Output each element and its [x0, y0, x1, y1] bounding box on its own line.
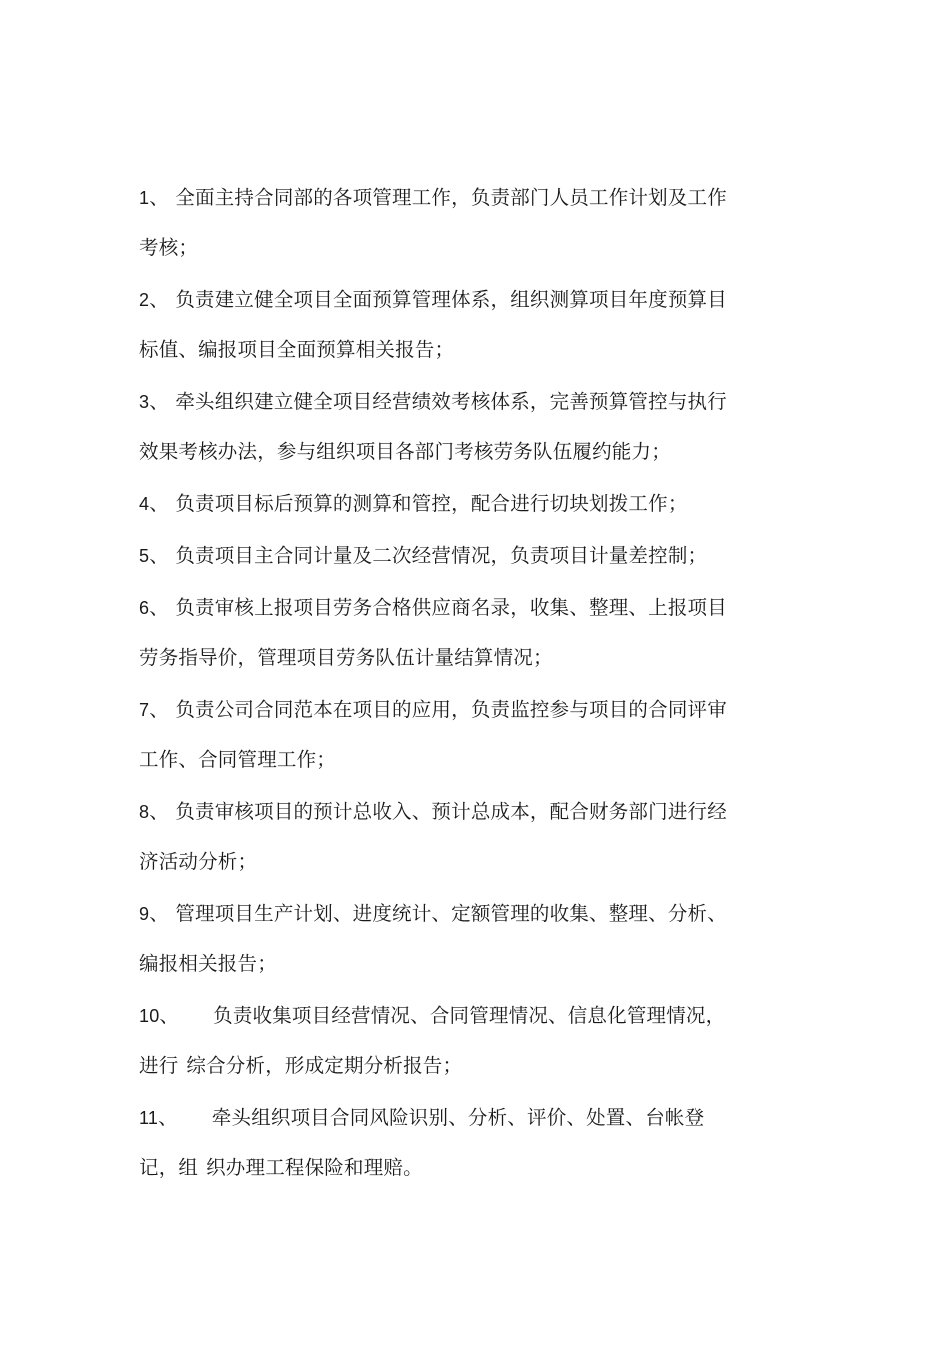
item-line: [139, 1093, 779, 1143]
item-text: 、 负责公司合同范本在项目的应用，负责监控参与项目的合同评审: [149, 698, 727, 721]
item-line: [139, 787, 779, 837]
item-line: [139, 275, 779, 325]
item-line: [139, 173, 779, 223]
item-text: 济活动分析；: [139, 850, 258, 873]
item-text: 编报相关报告；: [139, 952, 277, 975]
item-line: [139, 583, 779, 633]
item-number: 1: [139, 188, 150, 208]
item-number: 8: [139, 802, 150, 822]
item-text: 、 牵头组织建立健全项目经营绩效考核体系，完善预算管控与执行: [149, 390, 727, 413]
item-line: [139, 479, 779, 529]
list-item: [139, 275, 779, 375]
item-text: 、 管理项目生产计划、进度统计、定额管理的收集、整理、分析、: [149, 902, 727, 925]
item-text: 考核；: [139, 236, 199, 259]
item-text: 、 负责建立健全项目全面预算管理体系，组织测算项目年度预算目: [149, 288, 727, 311]
item-separator: 、: [159, 1004, 180, 1027]
item-text: 、 负责项目主合同计量及二次经营情况，负责项目计量差控制；: [149, 544, 708, 567]
item-number: 6: [139, 598, 150, 618]
list-item: [139, 1093, 779, 1193]
list-item: [139, 531, 779, 581]
item-number: 10: [139, 1006, 160, 1026]
item-text: 、 负责审核项目的预计总收入、预计总成本，配合财务部门进行经: [149, 800, 727, 823]
list-item: [139, 479, 779, 529]
item-text: 织办理工程保险和理赔。: [206, 1156, 423, 1179]
item-number: 9: [139, 904, 150, 924]
item-line: [139, 685, 779, 735]
item-line: [139, 991, 779, 1041]
item-number: 11: [139, 1108, 159, 1128]
item-number: 3: [139, 392, 150, 412]
item-number: 2: [139, 290, 150, 310]
item-line: [139, 1143, 779, 1193]
list-item: [139, 685, 779, 785]
item-text: 标值、编报项目全面预算相关报告；: [139, 338, 455, 361]
item-number: 5: [139, 546, 150, 566]
item-text: 工作、合同管理工作；: [139, 748, 337, 771]
item-line: [139, 1041, 779, 1091]
list-item: [139, 991, 779, 1091]
item-text: 效果考核办法，参与组织项目各部门考核劳务队伍履约能力；: [139, 440, 671, 463]
list-item: [139, 173, 779, 273]
item-text: 、 负责项目标后预算的测算和管控，配合进行切块划拨工作；: [149, 492, 688, 515]
list-item: [139, 787, 779, 887]
item-text: 记，组: [139, 1156, 199, 1179]
item-text: 、 全面主持合同部的各项管理工作，负责部门人员工作计划及工作: [149, 186, 727, 209]
item-text: 牵头组织项目合同风险识别、分析、评价、处置、台帐登: [211, 1106, 705, 1129]
item-line: [139, 889, 779, 939]
item-text: 综合分析，形成定期分析报告；: [186, 1054, 463, 1077]
item-text: 劳务指导价，管理项目劳务队伍计量结算情况；: [139, 646, 553, 669]
item-line: [139, 531, 779, 581]
list-item: [139, 377, 779, 477]
item-text: 进行: [139, 1054, 179, 1077]
list-item: [139, 583, 779, 683]
item-text: 、 负责审核上报项目劳务合格供应商名录，收集、整理、上报项目: [149, 596, 727, 619]
item-number: 7: [139, 700, 150, 720]
list-item: [139, 889, 779, 989]
duty-list: [139, 173, 779, 1195]
item-line: [139, 377, 779, 427]
item-text: 负责收集项目经营情况、合同管理情况、信息化管理情况，: [213, 1004, 726, 1027]
item-number: 4: [139, 494, 150, 514]
item-separator: 、: [158, 1106, 178, 1129]
